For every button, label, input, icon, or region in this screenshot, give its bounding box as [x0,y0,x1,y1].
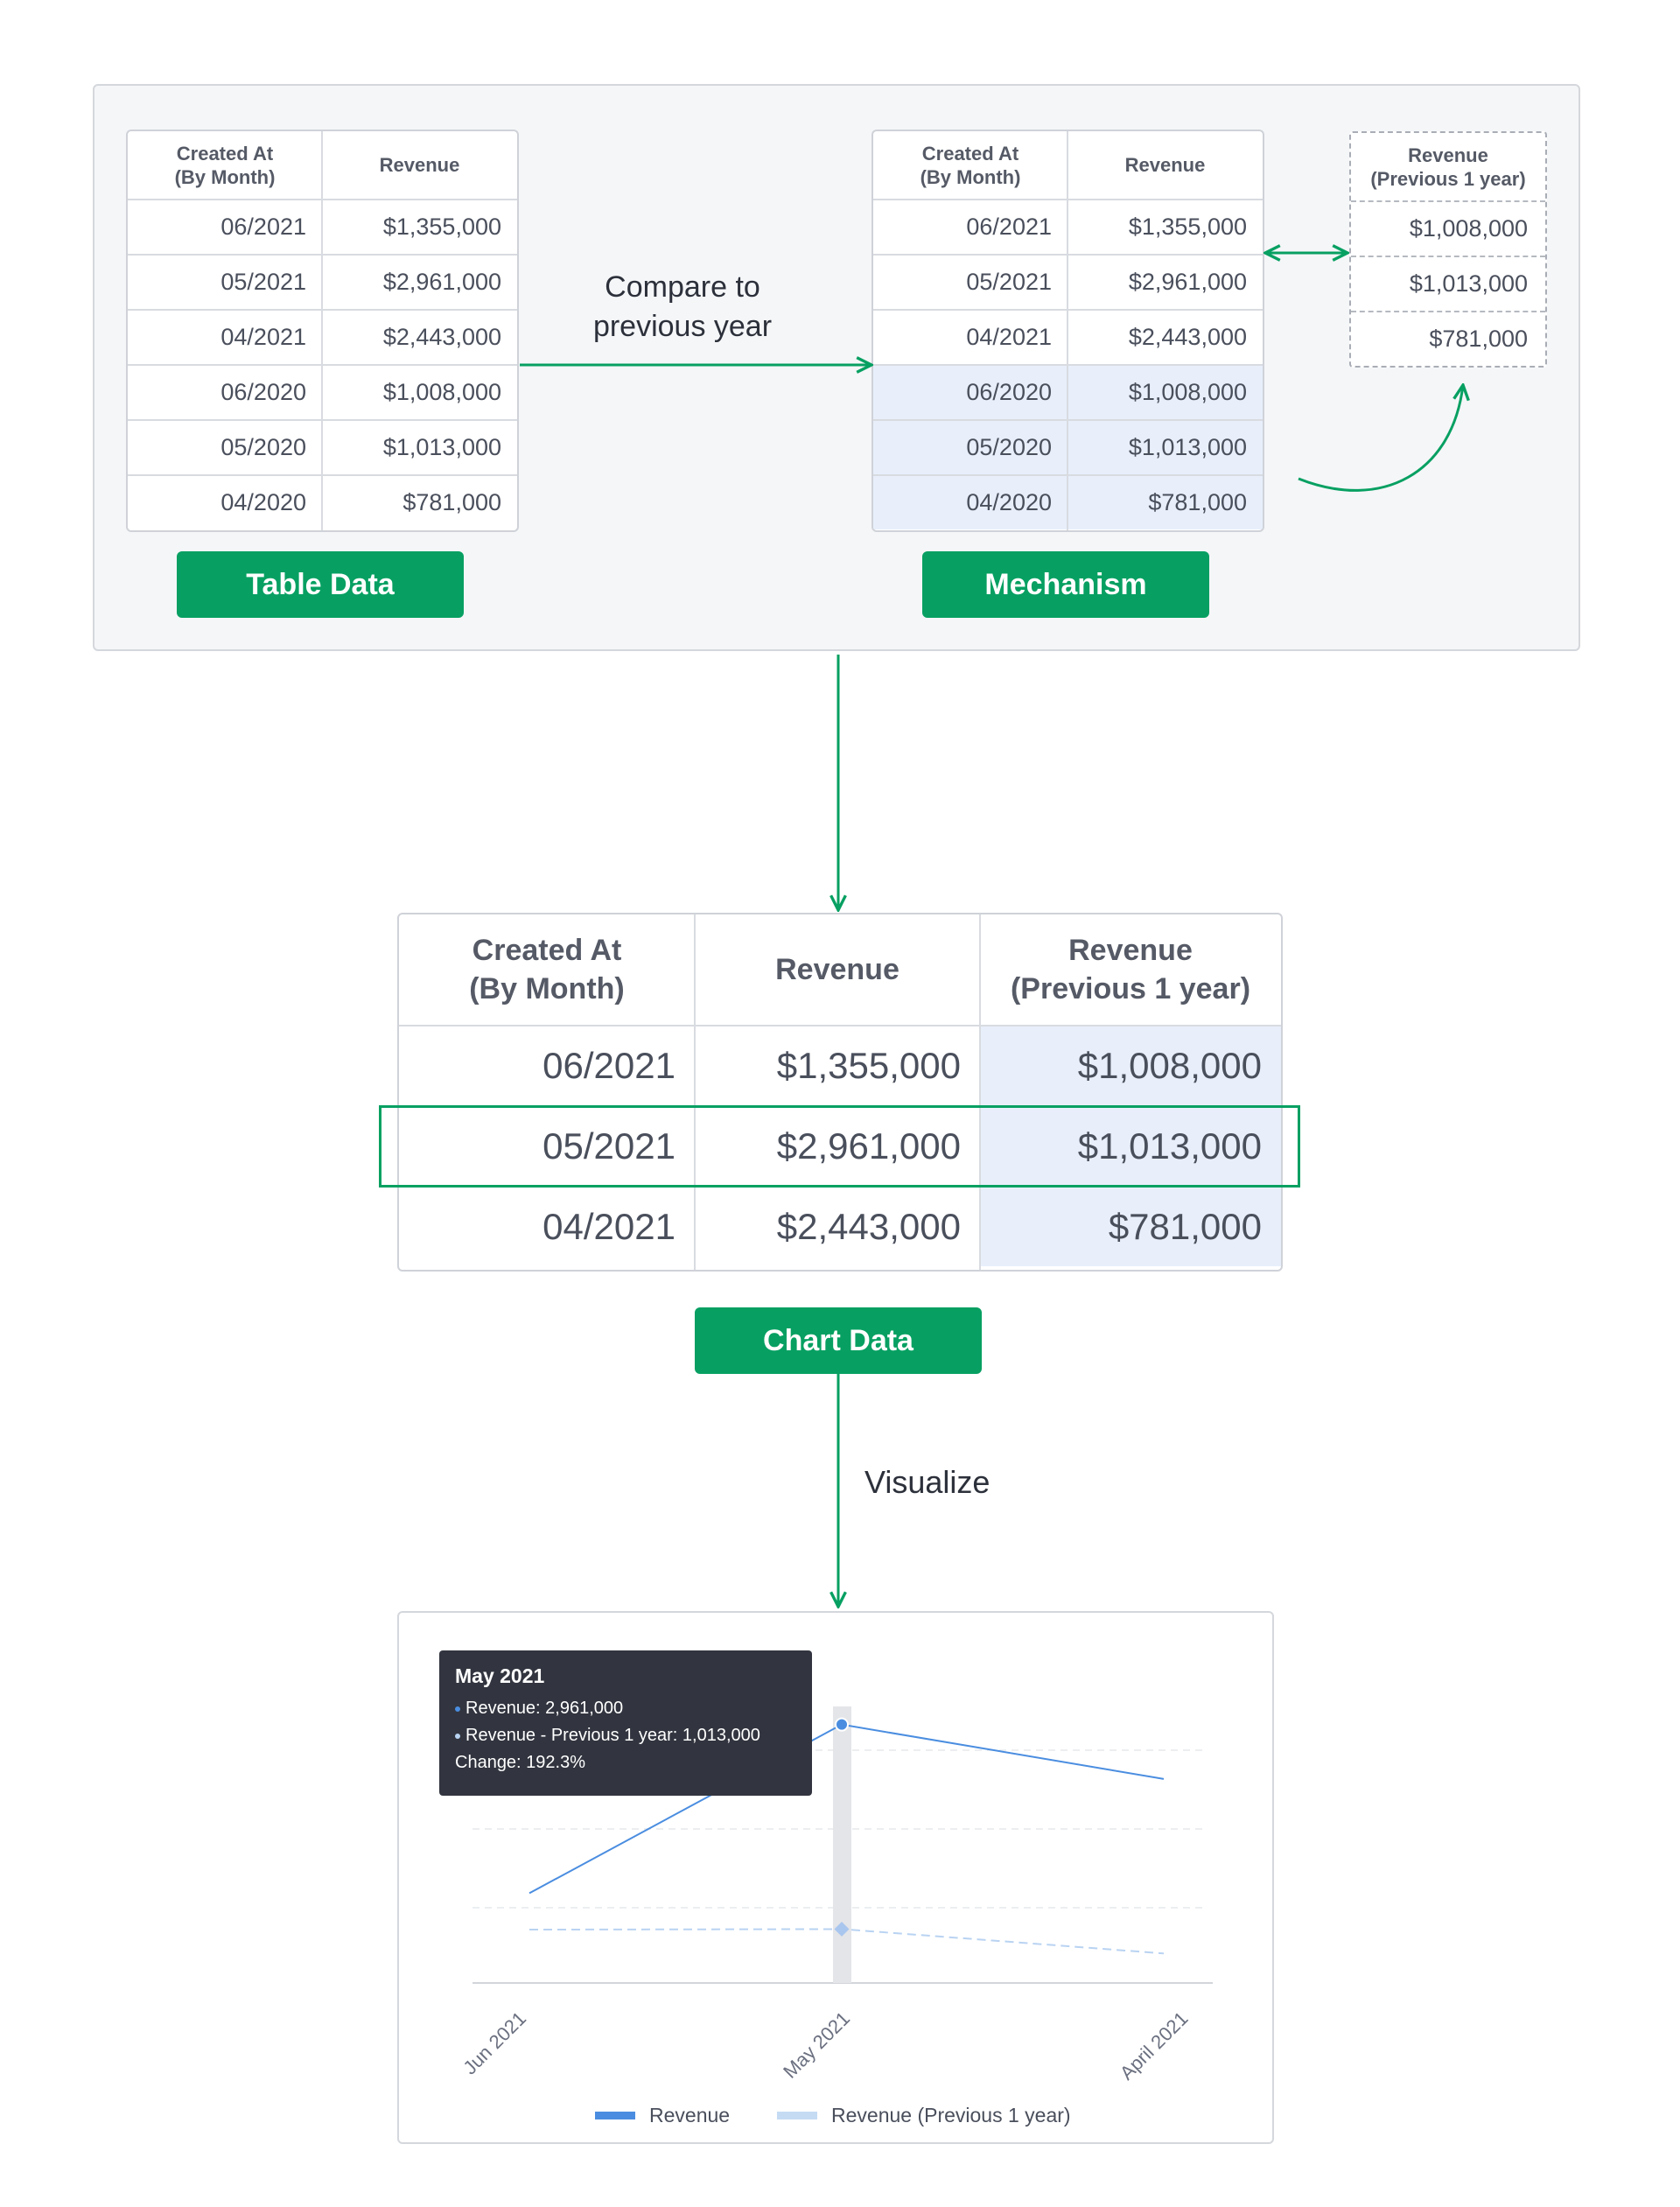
table-cell: 04/2020 [873,476,1068,529]
table-cell: $2,961,000 [1128,269,1247,295]
table-cell: $2,961,000 [382,269,501,295]
table-cell: $781,000 [1068,476,1263,529]
table-cell: $1,013,000 [382,434,501,460]
table-cell: $781,000 [402,489,501,515]
table-cell: $2,443,000 [382,324,501,350]
chart-tooltip [439,1650,812,1796]
previous-value: $1,008,000 [1409,215,1528,242]
table-cell: 06/2021 [966,214,1052,240]
x-tick-label: Jun 2021 [458,2007,531,2079]
hover-band [833,1706,851,1983]
previous-value: $1,013,000 [1409,270,1528,297]
column-header: Revenue (Previous 1 year) [1010,934,1251,1005]
compare-label: Compare to previous year [592,270,773,343]
table-cell: 06/2020 [873,366,1068,419]
table-cell: 04/2021 [220,324,306,350]
table-cell: 05/2020 [873,421,1068,474]
table-cell: $2,443,000 [776,1206,961,1247]
table-cell: $2,961,000 [776,1125,961,1167]
column-header: Revenue (Previous 1 year) [1370,144,1526,190]
table-cell: $1,355,000 [382,214,501,240]
tooltip-title: May 2021 [455,1664,545,1687]
table-cell: $1,013,000 [980,1107,1281,1186]
table-cell: 04/2020 [220,489,306,515]
tooltip-line-revenue: Revenue: 2,961,000 [455,1695,796,1722]
table-cell: 06/2020 [220,379,306,405]
column-header: Created At (By Month) [174,142,276,188]
visualize-label: Visualize [864,1464,990,1500]
table-cell: 04/2021 [542,1206,676,1247]
legend-previous: Revenue (Previous 1 year) [777,2104,1071,2127]
legend-swatch [595,2112,635,2119]
mechanism-badge: Mechanism [922,551,1209,618]
x-tick-label: May 2021 [779,2007,855,2083]
table-cell: 05/2020 [220,434,306,460]
tooltip-line-previous: Revenue - Previous 1 year: 1,013,000 [455,1722,796,1749]
curved-arrow [1298,385,1463,490]
data-point-revenue [836,1719,848,1731]
tooltip-line-change: Change: 192.3% [455,1753,586,1772]
table-cell: $1,008,000 [980,1026,1281,1105]
table-data-badge: Table Data [177,551,464,618]
table-cell: $1,355,000 [776,1045,961,1086]
table-cell: 06/2021 [220,214,306,240]
legend-swatch [777,2112,817,2119]
x-tick-label: April 2021 [1115,2007,1193,2084]
table-cell: $1,008,000 [382,379,501,405]
column-header: Created At (By Month) [469,934,625,1005]
table-cell: $1,008,000 [1068,366,1263,419]
previous-value: $781,000 [1429,326,1528,352]
table-cell: $781,000 [980,1188,1281,1266]
column-header: Revenue [775,953,900,986]
table-cell: 05/2021 [542,1125,676,1167]
table-cell: 04/2021 [966,324,1052,350]
table-cell: $1,355,000 [1128,214,1247,240]
column-header: Revenue [379,154,460,176]
chart-data-badge: Chart Data [695,1307,982,1374]
table-cell: 05/2021 [966,269,1052,295]
table-cell: $2,443,000 [1128,324,1247,350]
column-header: Created At (By Month) [920,142,1021,188]
table-cell: 06/2021 [542,1045,676,1086]
column-header: Revenue [1124,154,1206,176]
legend-revenue: Revenue [595,2104,730,2127]
table-cell: 05/2021 [220,269,306,295]
table-cell: $1,013,000 [1068,421,1263,474]
